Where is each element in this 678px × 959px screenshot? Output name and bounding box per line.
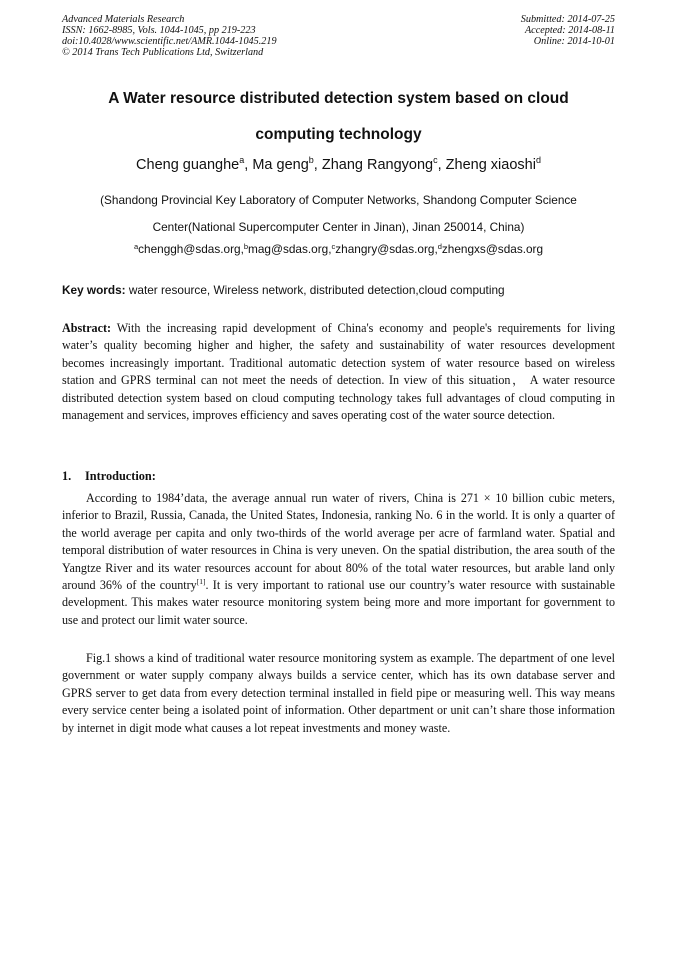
email-link[interactable]: zhangry@sdas.org,: [335, 242, 438, 256]
author-affiliation-mark: c: [433, 155, 438, 165]
author-affiliation-mark: d: [535, 155, 541, 165]
accepted-date: Accepted: 2014-08-11: [524, 25, 615, 36]
keywords: [62, 283, 615, 297]
email-mark: b: [243, 242, 249, 251]
intro-p1-text: According to 1984’data, the average annual run water of rivers, China is 271 × 10 billion cubic meters, inferior to Brazil, Russia, Canada, the United States, Indonesia, ranking No. 6 in the world. It is only a quarter of the world average per capita and only two-thirds of the world average per acre of farmland water. Spatial and temporal distribution of water resources in China is very uneven. On the spatial distribution, the area south of the Yangtze River and its water resources account for about 80% of the total water resources, but arable land only around 36% of the country: [62, 491, 615, 593]
email-mark: d: [437, 242, 442, 251]
journal-name: Advanced Materials Research: [62, 14, 185, 25]
intro-paragraph-2: Fig.1 shows a kind of traditional water resource monitoring system as example. The department of one level government or water supply company always builds a service center, which has its own database server and GPRS server to get data from every detection terminal installed in field pipe or measuring well. This way means every service center being a isolated point of information. Other department or unit can’t share those information by internet in digit mode what causes a lot repeat investments and money waste.: [62, 651, 615, 735]
submission-dates: [521, 14, 615, 47]
author-emails: [62, 242, 615, 256]
keywords-label: Key words:: [62, 283, 126, 297]
online-date: Online: 2014-10-01: [533, 36, 615, 47]
paper-title-line-2: computing technology: [255, 126, 422, 143]
section-heading: [62, 469, 156, 484]
journal-issn: ISSN: 1662-8985, Vols. 1044-1045, pp 219-223: [62, 25, 256, 36]
author-list: Cheng guanghe$^a$, Ma geng$^b$, Zhang Rangyong$^c$, Zheng xiaoshi$^d$: [136, 155, 541, 173]
intro-paragraph-1: [62, 490, 615, 629]
author-name: Zheng xiaoshi: [445, 157, 536, 173]
author-affiliation-mark: a: [239, 155, 245, 165]
author-name: Cheng guanghe: [136, 157, 240, 173]
abstract-label: Abstract:: [62, 321, 112, 335]
email-link[interactable]: mag@sdas.org,: [248, 242, 332, 256]
author-name: Zhang Rangyong: [321, 157, 434, 173]
author-affiliation-mark: b: [308, 155, 314, 165]
keywords-text: water resource, Wireless network, distributed detection,cloud computing: [125, 283, 505, 297]
email-link[interactable]: zhengxs@sdas.org: [441, 242, 544, 256]
submitted-date: Submitted: 2014-07-25: [520, 14, 615, 25]
journal-copyright: © 2014 Trans Tech Publications Ltd, Switzerland: [62, 47, 264, 58]
affiliation-line-1: (Shandong Provincial Key Laboratory of Computer Networks, Shandong Computer Science: [100, 193, 577, 207]
email-mark: c: [331, 242, 336, 251]
author-name: Ma geng: [252, 157, 309, 173]
paper-title-line-1: A Water resource distributed detection system based on cloud: [108, 90, 569, 107]
email-link[interactable]: chenggh@sdas.org,: [138, 242, 244, 256]
intro-p1-text-cont: . It is very important to rational use our country’s water resource with sustainable development. This makes water resource monitoring system being more and more important for government to use and protect our limit water source.: [62, 578, 615, 627]
journal-doi: doi:10.4028/www.scientific.net/AMR.1044-1045.219: [62, 36, 277, 47]
citation[interactable]: [1]: [196, 577, 206, 587]
abstract: [62, 320, 615, 424]
section-title: Introduction:: [85, 469, 156, 483]
journal-info: [62, 14, 277, 58]
abstract-text: With the increasing rapid development of China's economy and people's requirements for living water’s quality becoming higher and higher, the safety and sustainability of water resources development becomes increasingly important. Traditional automatic detection system of water resource based on wireless station and GPRS terminal can not meet the needs of detection. In view of this situation， A water resource distributed detection system based on cloud computing technology takes full advantages of cloud computing in management and services, improves efficiency and saves operating cost of the water source detection.: [62, 321, 615, 423]
section-number: 1.: [62, 469, 72, 483]
email-mark: a: [133, 242, 139, 251]
affiliation-line-2: Center(National Supercomputer Center in Jinan), Jinan 250014, China): [152, 220, 525, 234]
